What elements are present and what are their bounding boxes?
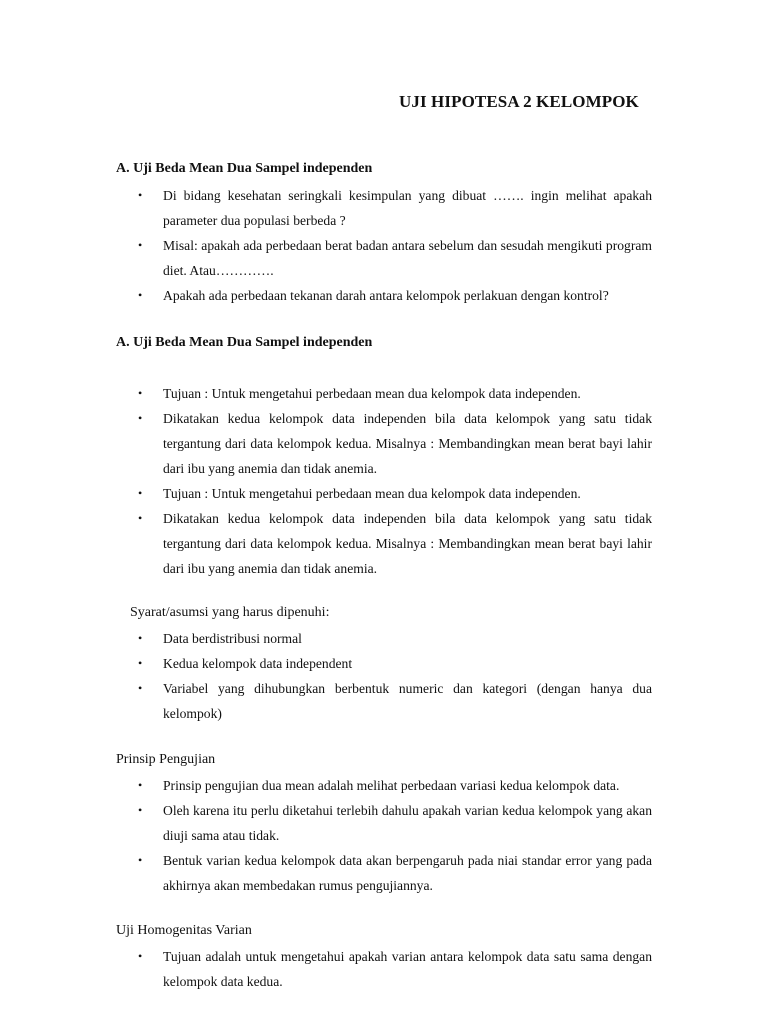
- section4-heading: Prinsip Pengujian: [116, 752, 216, 767]
- bullet-icon: •: [138, 949, 143, 963]
- list-item: • Tujuan : Untuk mengetahui perbedaan mean dua kelompok data independen.: [0, 381, 652, 406]
- section5-heading: Uji Homogenitas Varian: [116, 923, 252, 938]
- list-item: • Data berdistribusi normal: [0, 626, 652, 651]
- list-item: • Di bidang kesehatan seringkali kesimpulan yang dibuat ……. ingin melihat apakah parameter dua populasi berbeda ?: [0, 183, 652, 233]
- list-item: • Oleh karena itu perlu diketahui terlebih dahulu apakah varian kedua kelompok yang akan diuji sama atau tidak.: [0, 798, 652, 848]
- bullet-icon: •: [138, 386, 143, 400]
- bullet-icon: •: [138, 288, 143, 302]
- list-item: • Apakah ada perbedaan tekanan darah antara kelompok perlakuan dengan kontrol?: [0, 283, 652, 308]
- bullet-icon: •: [138, 238, 143, 252]
- bullet-icon: •: [138, 511, 143, 525]
- section1-list: [0, 183, 652, 308]
- bullet-icon: •: [138, 656, 143, 670]
- bullet-icon: •: [138, 486, 143, 500]
- bullet-icon: •: [138, 411, 143, 425]
- bullet-icon: •: [138, 188, 143, 202]
- bullet-icon: •: [138, 853, 143, 867]
- section1-heading: A. Uji Beda Mean Dua Sampel independen: [116, 161, 373, 176]
- list-item: • Kedua kelompok data independent: [0, 651, 652, 676]
- section4-list: [0, 773, 652, 898]
- section2-list: [0, 381, 652, 581]
- list-item: • Bentuk varian kedua kelompok data akan berpengaruh pada niai standar error yang pada akhirnya akan membedakan rumus pengujiannya.: [0, 848, 652, 898]
- list-item: • Misal: apakah ada perbedaan berat badan antara sebelum dan sesudah mengikuti program diet. Atau………….: [0, 233, 652, 283]
- list-item: • Dikatakan kedua kelompok data independen bila data kelompok yang satu tidak tergantung dari data kelompok kedua. Misalnya : Membandingkan mean berat bayi lahir dari ibu yang anemia dan tidak anemia.: [0, 506, 652, 581]
- section5-list: [0, 944, 652, 994]
- bullet-icon: •: [138, 778, 143, 792]
- section3-list: [0, 626, 652, 726]
- section3-heading: Syarat/asumsi yang harus dipenuhi:: [130, 605, 330, 620]
- list-item: • Variabel yang dihubungkan berbentuk numeric dan kategori (dengan hanya dua kelompok): [0, 676, 652, 726]
- list-item: • Prinsip pengujian dua mean adalah melihat perbedaan variasi kedua kelompok data.: [0, 773, 652, 798]
- list-item: • Tujuan adalah untuk mengetahui apakah varian antara kelompok data satu sama dengan kelompok data kedua.: [0, 944, 652, 994]
- document-title: UJI HIPOTESA 2 KELOMPOK: [399, 92, 639, 111]
- list-item: • Tujuan : Untuk mengetahui perbedaan mean dua kelompok data independen.: [0, 481, 652, 506]
- section2-heading: A. Uji Beda Mean Dua Sampel independen: [116, 335, 373, 350]
- bullet-icon: •: [138, 681, 143, 695]
- list-item: • Dikatakan kedua kelompok data independen bila data kelompok yang satu tidak tergantung dari data kelompok kedua. Misalnya : Membandingkan mean berat bayi lahir dari ibu yang anemia dan tidak anemia.: [0, 406, 652, 481]
- bullet-icon: •: [138, 631, 143, 645]
- bullet-icon: •: [138, 803, 143, 817]
